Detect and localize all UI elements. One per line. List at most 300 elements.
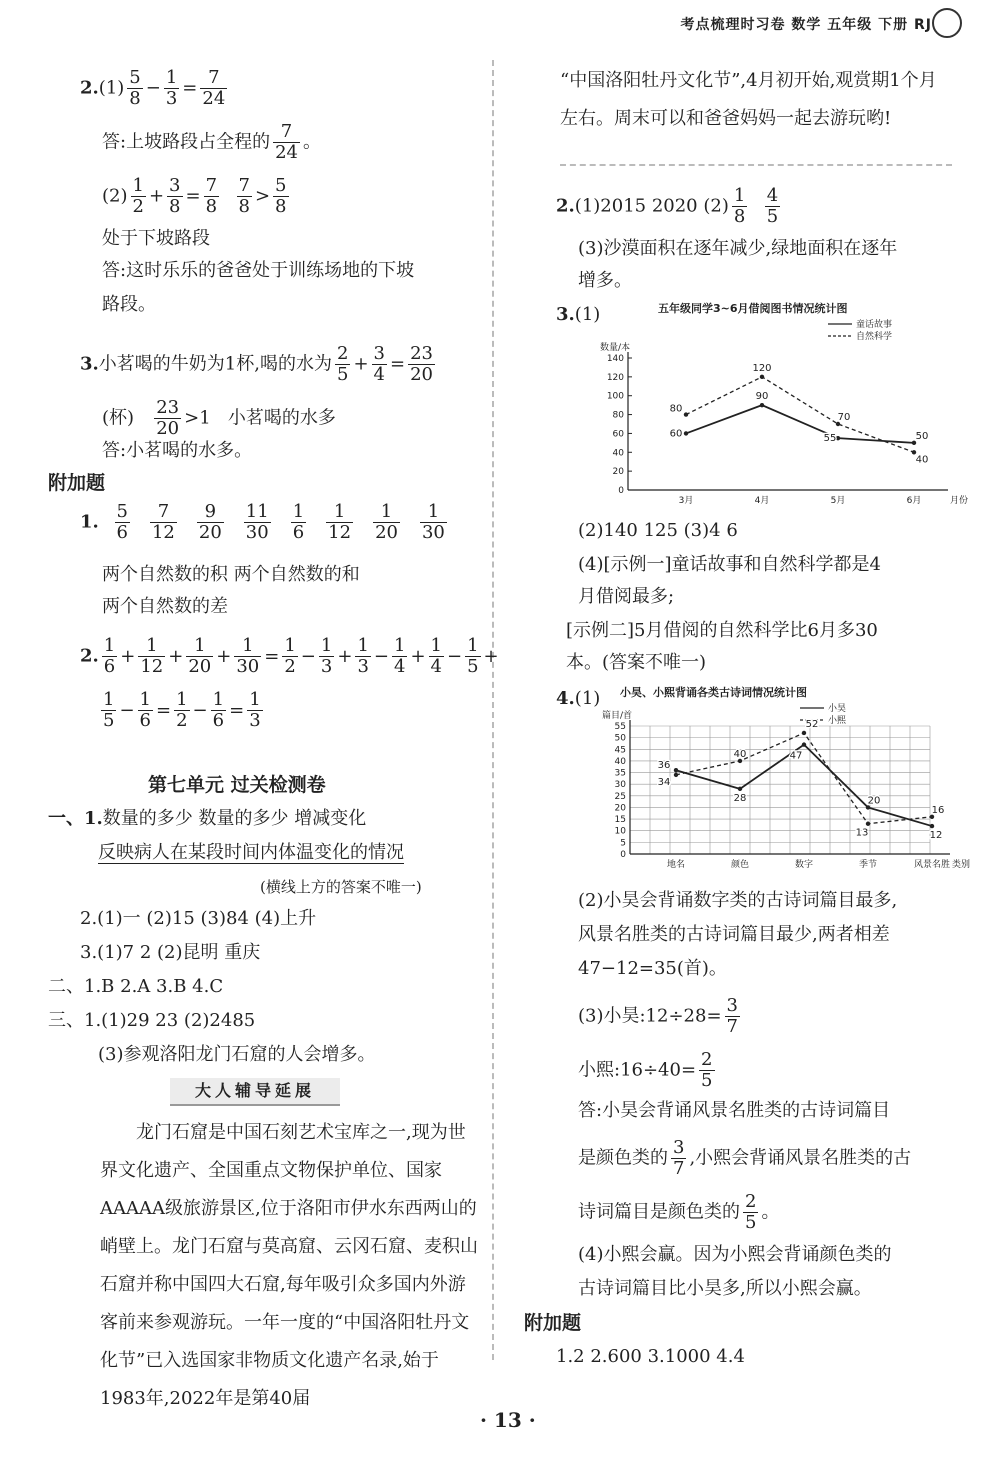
fraction xyxy=(273,176,288,217)
data-point xyxy=(738,787,742,791)
fraction-denominator: 20 xyxy=(410,364,433,385)
x-tick-label: 3月 xyxy=(678,496,694,506)
left-e2-row2 xyxy=(98,690,266,731)
text-line: (2)140 125 (3)4 6 xyxy=(578,520,738,541)
x-tick-label: 数字 xyxy=(794,860,814,870)
fraction xyxy=(465,636,480,677)
text-line: (4)小熙会赢。因为小熙会背诵颜色类的 xyxy=(578,1244,892,1265)
fraction-denominator: 30 xyxy=(421,522,445,543)
data-label: 120 xyxy=(752,362,772,374)
fraction-denominator: 4 xyxy=(430,656,442,677)
answer-text: 数量的多少 数量的多少 增减变化 xyxy=(102,808,367,829)
question-text: 小茗喝的牛奶为1杯,喝的水为 xyxy=(98,353,332,375)
fraction-numerator: 2 xyxy=(336,343,349,364)
fraction-numerator: 7 xyxy=(205,175,218,196)
paragraph-continued: “中国洛阳牡丹文化节”,4月初开始,观赏期1个月左右。周末可以和爸爸妈妈一起去游玩哟! xyxy=(560,70,937,129)
operator: + xyxy=(168,645,184,667)
left-q2-ans1 xyxy=(102,122,321,163)
fraction-numerator: 1 xyxy=(146,635,158,656)
fraction-numerator: 1 xyxy=(165,67,178,88)
q-number: 2. xyxy=(80,645,99,667)
fraction-numerator: 5 xyxy=(275,175,287,196)
fraction xyxy=(420,502,447,543)
fraction-numerator: 1 xyxy=(320,635,333,656)
data-label: 52 xyxy=(805,718,819,730)
operator: + xyxy=(353,353,369,375)
x-axis-label: 类别 xyxy=(952,860,970,870)
fraction-denominator: 2 xyxy=(284,656,296,677)
fraction xyxy=(200,68,227,109)
fraction xyxy=(699,1050,714,1091)
fraction xyxy=(138,636,165,677)
operator: = xyxy=(264,645,280,667)
fraction-denominator: 7 xyxy=(673,1158,685,1179)
data-label: 47 xyxy=(789,750,803,762)
fraction-denominator: 8 xyxy=(205,196,218,217)
left-e2-row1 xyxy=(80,636,499,677)
left-q3-line2 xyxy=(102,398,336,439)
fraction-denominator: 8 xyxy=(733,206,746,227)
legend-label: 自然科学 xyxy=(856,332,893,342)
header-title: 考点梳理时习卷 数学 五年级 下册 RJ xyxy=(680,17,932,33)
fraction-denominator: 30 xyxy=(245,522,269,543)
operator: − xyxy=(192,699,208,721)
fraction xyxy=(671,1138,686,1179)
y-tick-label: 100 xyxy=(606,391,624,402)
fraction-denominator: 12 xyxy=(328,522,352,543)
text-line: 本。(答案不唯一) xyxy=(566,652,707,673)
data-point xyxy=(684,412,688,416)
series-line xyxy=(686,405,914,443)
equation-row xyxy=(98,689,266,731)
y-tick-label: 20 xyxy=(612,467,624,478)
data-point xyxy=(760,403,764,407)
fraction-numerator: 1 xyxy=(393,635,406,656)
text-line: 答:这时乐乐的爸爸处于训练场地的下坡 xyxy=(102,260,415,281)
text-line: 二、1.B 2.A 3.B 4.C xyxy=(48,976,224,997)
text-line: 答:小昊会背诵风景名胜类的古诗词篇目 xyxy=(578,1100,891,1121)
fraction xyxy=(127,68,142,109)
y-tick-label: 40 xyxy=(614,756,626,767)
fraction xyxy=(164,68,179,109)
fraction-denominator: 20 xyxy=(188,656,212,677)
right-q4-a3d xyxy=(578,1138,911,1179)
fraction xyxy=(373,502,400,543)
operator: − xyxy=(446,645,463,667)
fraction-denominator: 3 xyxy=(320,656,333,677)
x-tick-label: 5月 xyxy=(830,496,846,506)
right-q4-a3b xyxy=(578,1050,718,1091)
chart-title: 五年级同学3~6月借阅图书情况统计图 xyxy=(658,302,848,315)
answer-text: 是颜色类的 xyxy=(578,1147,668,1169)
data-point xyxy=(930,824,934,828)
fraction-numerator: 1 xyxy=(242,635,254,656)
s1-q1 xyxy=(48,806,366,832)
fraction-numerator: 7 xyxy=(157,501,170,522)
fraction-numerator: 5 xyxy=(129,67,141,88)
fraction-denominator: 20 xyxy=(375,522,398,543)
data-label: 28 xyxy=(733,792,747,804)
fraction-numerator: 1 xyxy=(733,185,746,206)
section-divider xyxy=(560,164,952,166)
fraction-denominator: 4 xyxy=(393,656,406,677)
y-tick-label: 140 xyxy=(606,354,624,364)
text-line: 路段。 xyxy=(102,294,156,315)
fraction xyxy=(211,690,226,731)
data-point xyxy=(674,773,678,777)
operator: − xyxy=(119,699,135,721)
fraction-denominator: 2 xyxy=(132,196,144,217)
fraction-numerator: 1 xyxy=(292,501,305,522)
x-tick-label: 4月 xyxy=(754,496,770,506)
fraction-numerator: 1 xyxy=(212,689,225,710)
operator: = xyxy=(156,699,172,721)
operator: − xyxy=(300,645,316,667)
y-tick-label: 50 xyxy=(614,733,626,744)
page-number: · 13 · xyxy=(480,1408,536,1432)
text-line: 1.2 2.600 3.1000 4.4 xyxy=(556,1346,745,1367)
underlined-answer: 反映病人在某段时间内体温变化的情况 xyxy=(98,842,404,863)
fraction xyxy=(765,186,780,227)
fraction-numerator: 3 xyxy=(673,1137,685,1158)
section-title: 附加题 xyxy=(48,472,106,494)
legend-label: 小熙 xyxy=(828,716,847,726)
text-line: (3)沙漠面积在逐年减少,绿地面积在逐年 xyxy=(578,238,898,259)
chart-title: 小昊、小熙背诵各类古诗词情况统计图 xyxy=(620,686,807,699)
fraction-numerator: 1 xyxy=(249,689,261,710)
fraction-denominator: 12 xyxy=(151,522,175,543)
operator: + xyxy=(337,645,353,667)
fraction-denominator: 2 xyxy=(176,710,188,731)
fraction xyxy=(204,176,219,217)
fraction-denominator: 3 xyxy=(249,710,261,731)
q-number: 1. xyxy=(80,511,99,533)
fraction xyxy=(234,636,261,677)
data-label: 40 xyxy=(733,748,747,760)
y-axis-label: 篇目/首 xyxy=(602,711,633,721)
data-label: 20 xyxy=(867,795,881,807)
legend-label: 小昊 xyxy=(828,704,847,714)
fraction xyxy=(355,636,370,677)
operator: + xyxy=(410,645,426,667)
data-label: 50 xyxy=(915,430,929,442)
text-line: 增多。 xyxy=(578,270,632,291)
text-line: 3.(1)7 2 (2)昆明 重庆 xyxy=(80,942,261,963)
fraction xyxy=(408,344,435,385)
fraction-numerator: 5 xyxy=(116,501,128,522)
fraction-numerator: 1 xyxy=(139,689,151,710)
answer-end: 。 xyxy=(302,131,321,153)
equals: = xyxy=(182,77,198,99)
fraction xyxy=(101,690,116,731)
banner-title: 大人辅导延展 xyxy=(170,1078,340,1106)
fraction-numerator: 1 xyxy=(380,501,393,522)
extension-paragraph: 龙门石窟是中国石刻艺术宝库之一,现为世界文化遗产、全国重点文物保护单位、国家AAAAA级旅游景区,位于洛阳市伊水东西两山的峭壁上。龙门石窟与莫高窟、云冈石窟、麦积山石窟并称中国四大石窟,每年吸引众多国内外游客前来参观游玩。一年一度的“中国洛阳牡丹文化节”已入选国家非物质文化遗产名录,始于1983年,2022年是第40届 xyxy=(100,1122,478,1409)
fraction-numerator: 1 xyxy=(176,689,188,710)
fraction-denominator: 6 xyxy=(116,522,128,543)
right-q4-a3e xyxy=(578,1192,779,1233)
fraction xyxy=(102,636,117,677)
fraction-numerator: 1 xyxy=(284,635,296,656)
data-label: 90 xyxy=(755,391,769,403)
left-q2-p2 xyxy=(102,176,292,217)
equation-row xyxy=(99,635,499,677)
x-tick-label: 6月 xyxy=(906,496,922,506)
data-label: 70 xyxy=(837,412,851,423)
fraction xyxy=(319,636,334,677)
fraction xyxy=(743,1192,758,1233)
fraction-numerator: 4 xyxy=(766,185,779,206)
fraction-numerator: 1 xyxy=(357,635,369,656)
q-number: 2. xyxy=(80,77,99,99)
fraction xyxy=(429,636,444,677)
y-tick-label: 10 xyxy=(614,826,626,837)
text-line: 月借阅最多; xyxy=(578,586,675,607)
fraction-denominator: 8 xyxy=(129,88,141,109)
fraction-numerator: 9 xyxy=(204,501,217,522)
y-tick-label: 120 xyxy=(606,372,624,383)
fraction-denominator: 5 xyxy=(745,1212,757,1233)
text-line: [示例二]5月借阅的自然科学比6月多30 xyxy=(566,620,878,641)
fraction-numerator: 3 xyxy=(726,995,738,1016)
text-line: 三、1.(1)29 23 (2)2485 xyxy=(48,1010,256,1031)
s1-underline-answer xyxy=(98,840,404,866)
fraction-denominator: 5 xyxy=(103,710,115,731)
left-q2-p1 xyxy=(80,68,230,109)
fraction-numerator: 23 xyxy=(410,343,433,364)
data-label: 40 xyxy=(915,454,929,466)
fraction-denominator: 8 xyxy=(238,196,250,217)
x-axis-label: 月份 xyxy=(950,496,968,506)
fraction-denominator: 5 xyxy=(336,364,349,385)
part-label: (2) xyxy=(102,185,128,207)
fraction-denominator: 30 xyxy=(236,656,260,677)
data-point xyxy=(836,436,840,440)
left-q3 xyxy=(80,344,438,385)
fraction-denominator: 5 xyxy=(766,206,779,227)
fraction-numerator: 2 xyxy=(701,1049,713,1070)
y-tick-label: 60 xyxy=(612,429,624,440)
fraction-numerator: 1 xyxy=(103,689,115,710)
fraction xyxy=(244,502,271,543)
fraction xyxy=(150,502,177,543)
fraction-denominator: 6 xyxy=(212,710,225,731)
text-line: (4)[示例一]童话故事和自然科学都是4 xyxy=(578,554,881,575)
fraction-numerator: 1 xyxy=(430,635,442,656)
data-label: 16 xyxy=(931,804,945,816)
operator: = xyxy=(229,699,245,721)
fraction-numerator: 1 xyxy=(333,501,346,522)
fraction-numerator: 1 xyxy=(467,635,479,656)
legend-label: 童话故事 xyxy=(856,320,893,330)
text-line: 2.(1)一 (2)15 (3)84 (4)上升 xyxy=(80,908,317,929)
y-tick-label: 0 xyxy=(620,850,626,860)
y-tick-label: 30 xyxy=(614,780,626,791)
fraction xyxy=(326,502,353,543)
x-tick-label: 地名 xyxy=(666,860,686,870)
fraction xyxy=(732,186,747,227)
fraction-denominator: 8 xyxy=(275,196,287,217)
right-q4-a3 xyxy=(578,996,743,1037)
fraction-numerator: 7 xyxy=(208,67,220,88)
publisher-seal-icon xyxy=(932,8,962,38)
fraction-denominator: 4 xyxy=(373,364,385,385)
fraction-denominator: 24 xyxy=(275,142,298,163)
equals: = xyxy=(185,185,201,207)
fraction xyxy=(138,690,153,731)
fraction-denominator: 5 xyxy=(467,656,479,677)
y-axis-label: 数量/本 xyxy=(600,343,631,353)
answer-text: (1)2015 2020 (2) xyxy=(574,195,729,217)
fraction-list xyxy=(105,501,457,543)
section-title: 附加题 xyxy=(524,1312,582,1334)
fraction-denominator: 5 xyxy=(701,1070,713,1091)
data-point xyxy=(674,768,678,772)
operator: + xyxy=(216,645,232,667)
fraction xyxy=(167,176,182,217)
data-label: 13 xyxy=(855,827,869,839)
fraction xyxy=(725,996,740,1037)
y-tick-label: 35 xyxy=(614,768,626,779)
fraction-denominator: 24 xyxy=(202,88,226,109)
fraction-numerator: 23 xyxy=(156,397,180,418)
fraction-numerator: 7 xyxy=(238,175,250,196)
fraction xyxy=(291,502,306,543)
data-label: 12 xyxy=(929,830,943,842)
chart-books-borrowed xyxy=(588,300,968,514)
column-divider xyxy=(492,60,494,1360)
fraction-numerator: 2 xyxy=(745,1191,757,1212)
q-number: 3. xyxy=(556,304,575,325)
fraction-numerator: 1 xyxy=(194,635,206,656)
fraction xyxy=(273,122,300,163)
fraction-denominator: 20 xyxy=(198,522,222,543)
series-line xyxy=(676,745,932,826)
fraction-numerator: 3 xyxy=(373,343,385,364)
y-tick-label: 55 xyxy=(614,722,626,732)
data-point xyxy=(684,431,688,435)
text-line: 两个自然数的差 xyxy=(102,596,228,617)
conclusion: 小茗喝的水多 xyxy=(227,407,336,429)
fraction-denominator: 8 xyxy=(169,196,181,217)
x-tick-label: 季节 xyxy=(858,860,878,870)
answer-text: 诗词篇目是颜色类的 xyxy=(578,1201,740,1223)
fraction-numerator: 7 xyxy=(280,121,293,142)
data-point xyxy=(866,822,870,826)
unit-title: 第七单元 过关检测卷 xyxy=(148,774,326,796)
text-line: 答:小茗喝的水多。 xyxy=(102,440,253,461)
operator: + xyxy=(148,185,165,207)
data-point xyxy=(760,375,764,379)
equals: = xyxy=(389,353,406,375)
answer-text: 答:上坡路段占全程的 xyxy=(102,131,271,153)
text-line: 处于下坡路段 xyxy=(102,228,210,249)
fraction-denominator: 7 xyxy=(726,1016,738,1037)
x-tick-label: 风景名胜 xyxy=(913,860,951,870)
note-text: (横线上方的答案不唯一) xyxy=(260,878,422,896)
fraction xyxy=(174,690,189,731)
fraction-denominator: 3 xyxy=(165,88,178,109)
text-line: 47−12=35(首)。 xyxy=(578,958,727,979)
y-tick-label: 15 xyxy=(614,815,626,826)
part-label: (1) xyxy=(98,77,125,99)
fraction-denominator: 3 xyxy=(357,656,369,677)
y-tick-label: 25 xyxy=(614,791,626,802)
chart-poems-recited xyxy=(590,684,970,878)
text-line: 古诗词篇目比小昊多,所以小熙会赢。 xyxy=(578,1278,872,1299)
answer-text: ,小熙会背诵风景名胜类的古 xyxy=(689,1147,912,1169)
fraction-denominator: 6 xyxy=(292,522,305,543)
text-line: 风景名胜类的古诗词篇目最少,两者相差 xyxy=(578,924,890,945)
fraction-denominator: 6 xyxy=(103,656,116,677)
fraction-numerator: 1 xyxy=(427,501,440,522)
y-tick-label: 40 xyxy=(612,448,624,459)
x-tick-label: 颜色 xyxy=(730,860,750,870)
data-label: 36 xyxy=(657,760,671,772)
text-line: 两个自然数的积 两个自然数的和 xyxy=(102,564,360,585)
calc-text: 小熙:16÷40= xyxy=(578,1059,697,1081)
fraction xyxy=(131,176,146,217)
data-point xyxy=(802,742,806,746)
part-label: (1) xyxy=(574,688,601,709)
fraction xyxy=(186,636,213,677)
y-tick-label: 20 xyxy=(614,803,626,814)
data-label: 34 xyxy=(657,776,671,788)
fraction xyxy=(335,344,350,385)
operator: − xyxy=(145,77,161,99)
fraction-numerator: 11 xyxy=(245,501,269,522)
fraction-denominator: 12 xyxy=(140,656,164,677)
operator: − xyxy=(373,645,389,667)
fraction xyxy=(247,690,262,731)
fraction-numerator: 3 xyxy=(169,175,181,196)
fraction xyxy=(154,398,181,439)
text-line: (3)参观洛阳龙门石窟的人会增多。 xyxy=(98,1044,376,1065)
fraction-denominator: 6 xyxy=(139,710,151,731)
operator: + xyxy=(483,645,499,667)
left-e1 xyxy=(80,502,457,543)
q-number: 4. xyxy=(556,688,575,709)
y-tick-label: 45 xyxy=(614,745,626,756)
data-point xyxy=(802,731,806,735)
fraction-numerator: 1 xyxy=(132,175,144,196)
answer-text: 。 xyxy=(761,1201,780,1223)
section-number: 一、1. xyxy=(48,808,103,829)
y-tick-label: 0 xyxy=(618,486,624,496)
fraction xyxy=(115,502,130,543)
unit: (杯) xyxy=(102,407,135,429)
right-q2 xyxy=(556,186,783,227)
data-label: 80 xyxy=(669,403,683,415)
text-line: (2)小昊会背诵数字类的古诗词篇目最多, xyxy=(578,890,898,911)
part-label: (1) xyxy=(574,304,601,325)
calc-text: (3)小昊:12÷28= xyxy=(578,1005,722,1027)
data-label: 55 xyxy=(823,433,837,445)
data-label: 60 xyxy=(669,428,683,440)
q-number: 3. xyxy=(80,353,99,375)
operator: + xyxy=(120,645,136,667)
fraction xyxy=(392,636,407,677)
greater-than: > xyxy=(254,185,271,207)
y-tick-label: 80 xyxy=(612,410,624,421)
fraction xyxy=(237,176,252,217)
q-number: 2. xyxy=(556,195,575,217)
y-tick-label: 5 xyxy=(620,838,626,849)
fraction xyxy=(372,344,387,385)
comparison: >1 xyxy=(184,407,211,429)
fraction xyxy=(282,636,297,677)
fraction xyxy=(197,502,224,543)
